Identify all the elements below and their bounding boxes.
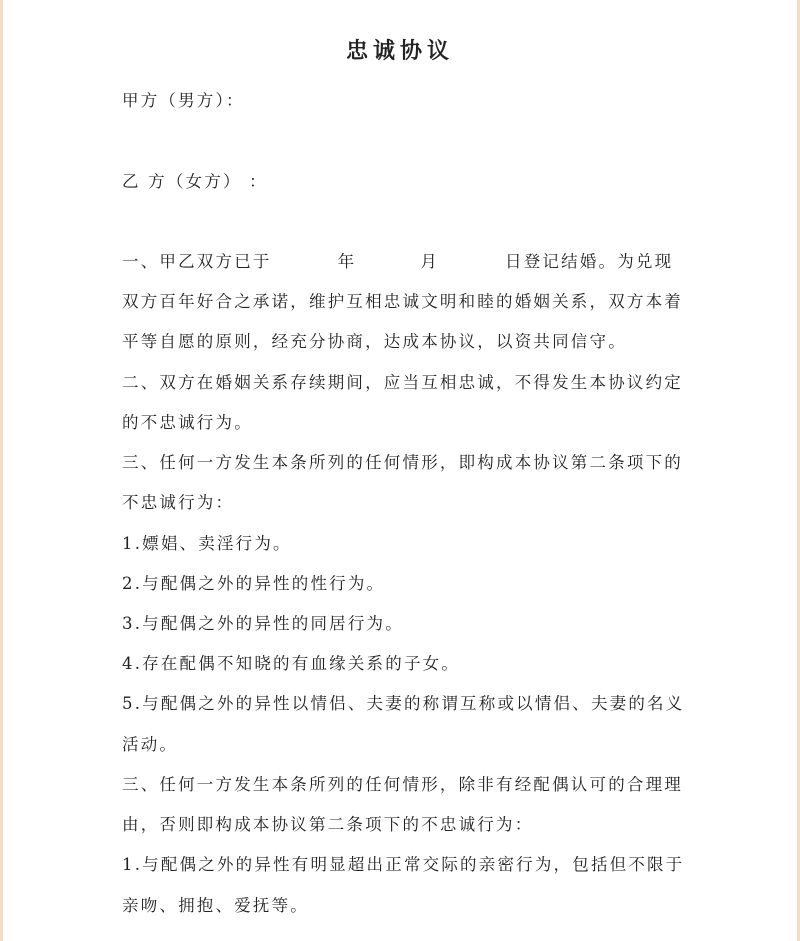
clause4-line1: 三、任何一方发生本条所列的任何情形，除非有经配偶认可的合理理 (122, 775, 683, 794)
clause1-month: 月 (420, 252, 440, 271)
clause1-prefix: 一、甲乙双方已于 (122, 252, 272, 271)
clause1-line3: 平等自愿的原则，经充分协商，达成本协议，以资共同信守。 (122, 332, 627, 351)
clause3-line2: 不忠诚行为： (122, 493, 235, 512)
clause1-line2: 双方百年好合之承诺，维护互相忠诚文明和睦的婚姻关系，双方本着 (122, 292, 683, 311)
clause3-line1: 三、任何一方发生本条所列的任何情形，即构成本协议第二条项下的 (122, 453, 683, 472)
clause4-item-1: 1.与配偶之外的异性有明显超出正常交际的亲密行为，包括但不限于 (122, 855, 685, 874)
clause3-item-4: 4.存在配偶不知晓的有血缘关系的子女。 (122, 654, 461, 673)
clause3-item-5: 5.与配偶之外的异性以情侣、夫妻的称谓互称或以情侣、夫妻的名义 (122, 694, 685, 713)
document-title: 忠诚协议 (345, 39, 454, 64)
clause4-item-1-continued: 亲吻、拥抱、爱抚等。 (122, 896, 309, 915)
clause3-item-5-continued: 活动。 (122, 735, 179, 754)
party-a-label: 甲方（男方）： (122, 91, 245, 110)
clause1-line1 (122, 250, 673, 274)
clause3-item-3: 3.与配偶之外的异性的同居行为。 (122, 614, 404, 633)
clause3-item-1: 1.嫖娼、卖淫行为。 (122, 534, 292, 553)
page-left-edge (0, 0, 3, 941)
clause1-suffix: 日登记结婚。为兑现 (505, 252, 674, 271)
clause2-line2: 的不忠诚行为。 (122, 413, 253, 432)
clause4-line2: 由，否则即构成本协议第二条项下的不忠诚行为： (122, 815, 534, 834)
clause3-item-2: 2.与配偶之外的异性的性行为。 (122, 574, 386, 593)
party-b-label: 乙 方（女方） ： (122, 172, 268, 191)
clause1-year: 年 (337, 252, 357, 271)
clause2-line1: 二、双方在婚姻关系存续期间，应当互相忠诚，不得发生本协议约定 (122, 373, 683, 392)
